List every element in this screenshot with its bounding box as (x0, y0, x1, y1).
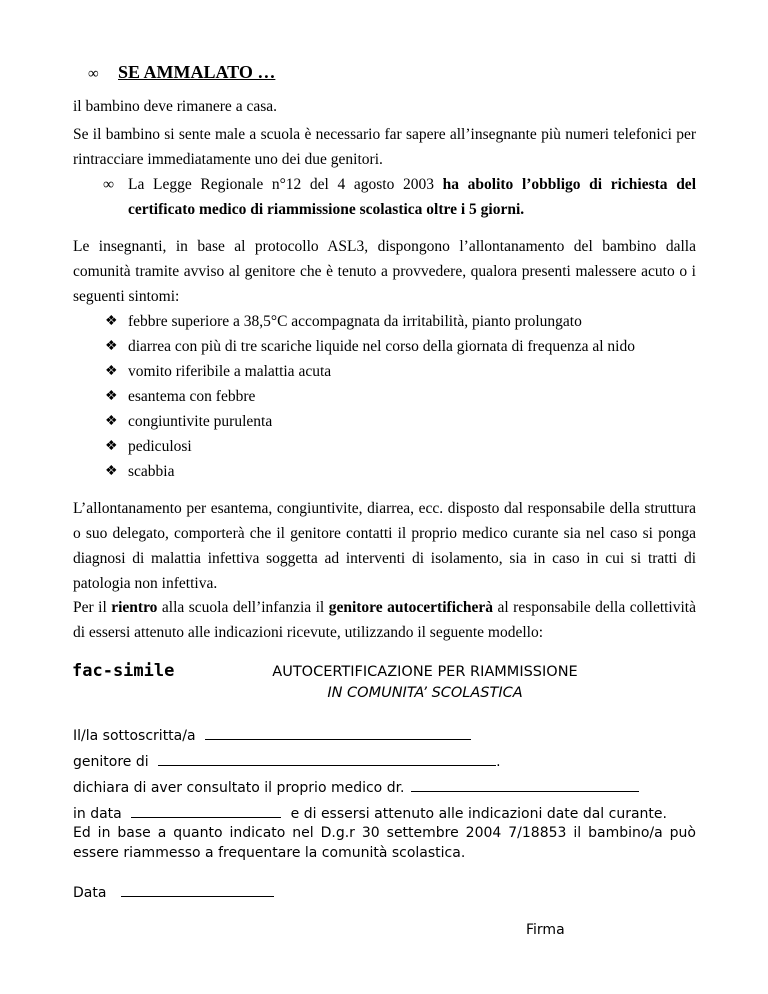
in-data-field[interactable] (131, 805, 281, 818)
symptom-item: esantema con febbre (128, 388, 256, 405)
genitore-row (73, 753, 501, 770)
facsimile-label: fac-simile (72, 661, 175, 681)
symptom-item: diarrea con più di tre scariche liquide nel corso della giornata di frequenza al nido (128, 338, 635, 355)
intro-line: Se il bambino si sente male a scuola è necessario far sapere all’insegnante più numeri telefonici per (73, 126, 696, 143)
data-field[interactable] (121, 884, 274, 897)
firma-label: Firma (526, 922, 565, 938)
asl-line: Le insegnanti, in base al protocollo ASL3, dispongono l’allontanamento del bambino dalla (73, 238, 696, 255)
data-row (73, 884, 274, 901)
genitore-label: genitore di (73, 754, 149, 770)
diamond-bullet-icon: ❖ (105, 364, 118, 379)
removal-line: diagnosi di malattia infettiva soggetta ad interventi di isolamento, sia in caso in cui si tratti di (73, 550, 696, 567)
diamond-bullet-icon: ❖ (105, 414, 118, 429)
sottoscritto-field[interactable] (205, 727, 471, 740)
diamond-bullet-icon: ❖ (105, 389, 118, 404)
law-bullet-icon: ∞ (103, 176, 115, 193)
heading-bullet-icon: ∞ (88, 66, 99, 82)
in-data-row (73, 805, 667, 822)
form-title-line2: IN COMUNITA’ SCOLASTICA (327, 685, 523, 701)
medico-field[interactable] (411, 779, 639, 792)
diamond-bullet-icon: ❖ (105, 314, 118, 329)
symptom-item: congiuntivite purulenta (128, 413, 273, 430)
removal-line: patologia non infettiva. (73, 575, 218, 592)
essere-line: essere riammesso a frequentare la comunità scolastica. (73, 845, 466, 861)
symptom-item: pediculosi (128, 438, 192, 455)
diamond-bullet-icon: ❖ (105, 439, 118, 454)
law-paragraph-line1 (128, 176, 696, 194)
symptom-item: febbre superiore a 38,5°C accompagnata da irritabilità, pianto prolungato (128, 313, 582, 330)
return-text: alla scuola dell’infanzia il (157, 599, 329, 616)
return-line2: di essersi attenuto alle indicazioni ricevute, utilizzando il seguente modello: (73, 624, 544, 641)
medico-label: dichiara di aver consultato il proprio medico dr. (73, 780, 405, 796)
return-line1 (73, 599, 696, 617)
symptom-item: vomito riferibile a malattia acuta (128, 363, 332, 380)
asl-line: comunità tramite avviso al genitore che è tenuto a provvedere, qualora presenti malessere acuto o i (73, 263, 696, 280)
data-label: Data (73, 885, 107, 901)
diamond-bullet-icon: ❖ (105, 339, 118, 354)
return-bold-genitore: genitore autocertificherà (328, 599, 494, 616)
law-text-bold: ha abolito l’obbligo di richiesta del (442, 176, 696, 193)
law-text-normal: La Legge Regionale n°12 del 4 agosto 2003 (128, 176, 443, 193)
in-data-label: in data (73, 806, 122, 822)
form-title-line1: AUTOCERTIFICAZIONE PER RIAMMISSIONE (272, 664, 578, 680)
return-text: al responsabile della collettività (493, 599, 696, 616)
intro-line: rintracciare immediatamente uno dei due genitori. (73, 151, 383, 168)
genitore-period: . (496, 754, 501, 770)
sottoscritto-row (73, 727, 471, 744)
symptom-item: scabbia (128, 463, 175, 480)
law-paragraph-line2: certificato medico di riammissione scolastica oltre i 5 giorni. (128, 201, 525, 218)
removal-line: o suo delegato, comporterà che il genitore contatti il proprio medico curante sia nel caso si ponga (73, 525, 696, 542)
return-text: Per il (73, 599, 112, 616)
return-bold-rientro: rientro (111, 599, 158, 616)
sottoscritto-label: Il/la sottoscritta/a (73, 728, 196, 744)
intro-line: il bambino deve rimanere a casa. (73, 98, 277, 115)
asl-line: seguenti sintomi: (73, 288, 180, 305)
diamond-bullet-icon: ❖ (105, 464, 118, 479)
section-heading: SE AMMALATO … (118, 62, 276, 82)
dgr-line: Ed in base a quanto indicato nel D.g.r 30 settembre 2004 7/18853 il bambino/a può (73, 825, 696, 841)
medico-row (73, 779, 639, 796)
in-data-after-text: e di essersi attenuto alle indicazioni date dal curante. (290, 806, 667, 822)
removal-line: L’allontanamento per esantema, congiuntivite, diarrea, ecc. disposto dal responsabile della struttura (73, 500, 696, 517)
genitore-field[interactable] (158, 753, 496, 766)
